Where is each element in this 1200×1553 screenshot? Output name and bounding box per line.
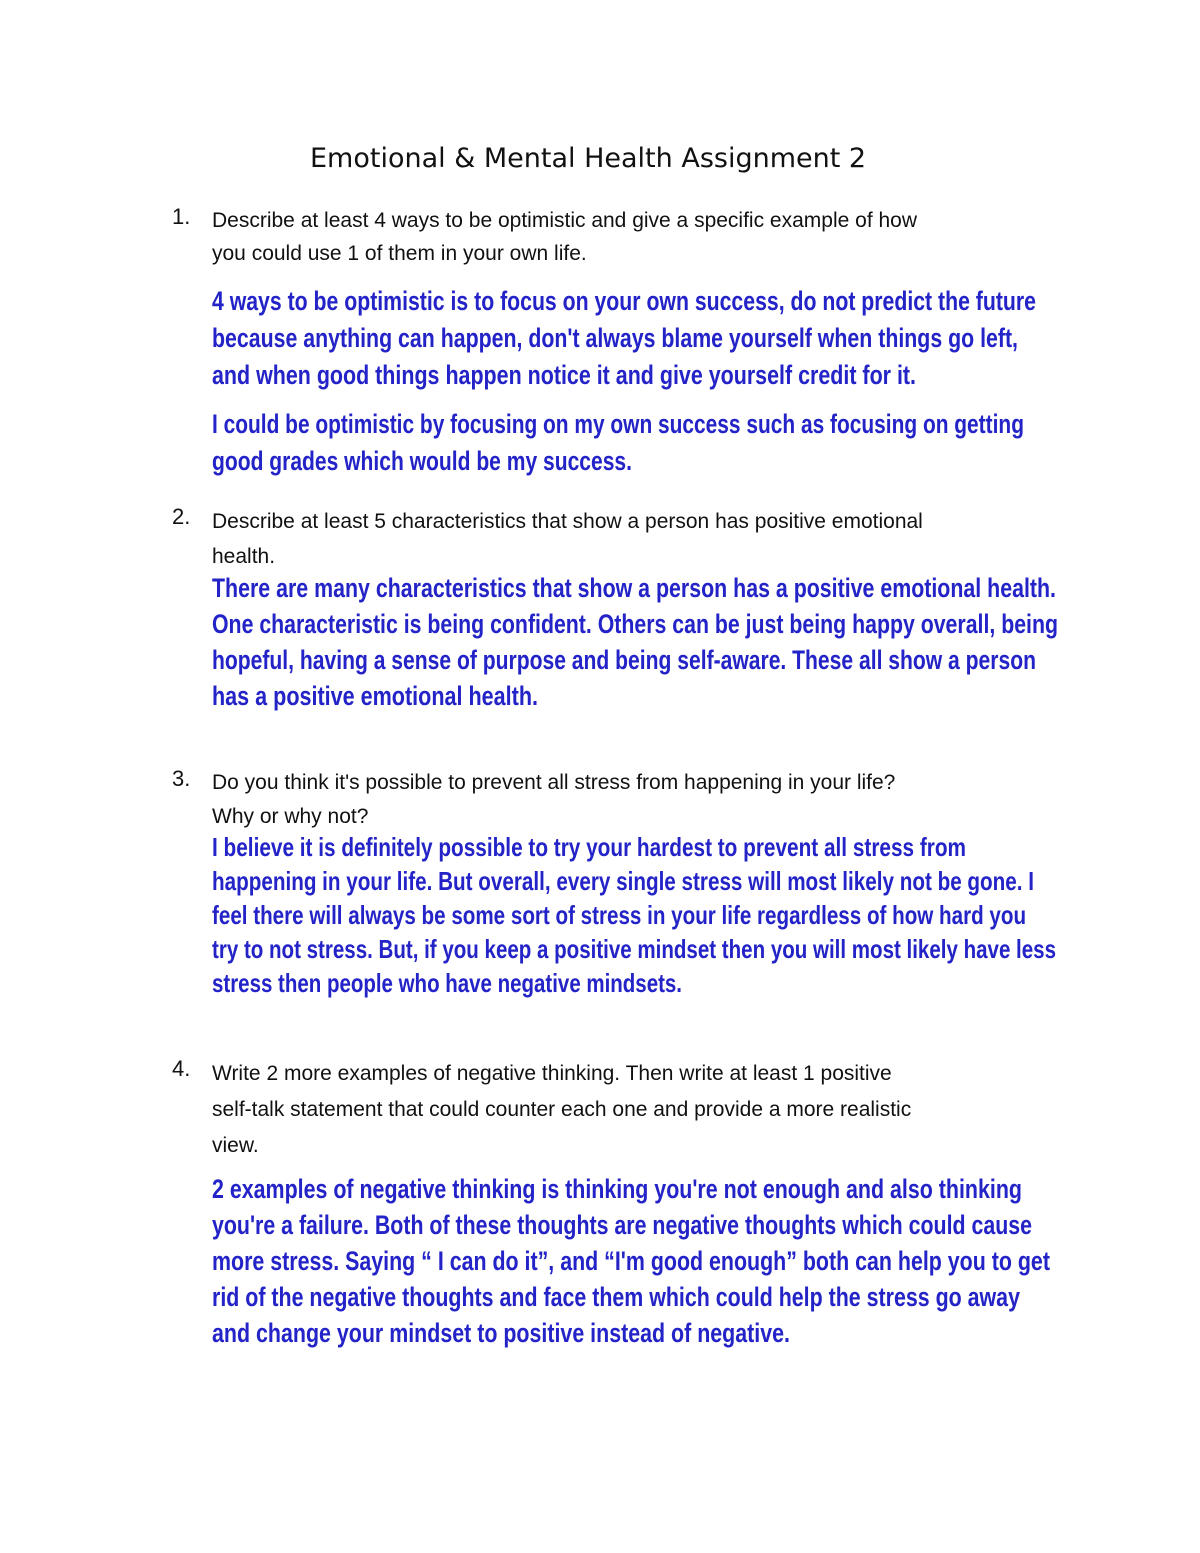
answer-line: I believe it is definitely possible to try your hardest to prevent all stress from [212, 832, 967, 862]
question-prompt [212, 766, 1072, 834]
prompt-line: Describe at least 4 ways to be optimistic and give a specific example of how [212, 209, 918, 232]
prompt-line: Describe at least 5 characteristics that show a person has positive emotional [212, 510, 923, 533]
answer-line: One characteristic is being confident. Others can be just being happy overall, being [212, 609, 1058, 639]
document-title: Emotional & Mental Health Assignment 2 [310, 143, 867, 174]
answer-line: has a positive emotional health. [212, 681, 538, 711]
answer-line: and when good things happen notice it and give yourself credit for it. [212, 360, 917, 390]
answer-line: 2 examples of negative thinking is thinking you're not enough and also thinking [212, 1174, 1022, 1204]
prompt-line: health. [212, 545, 276, 568]
answer-line: good grades which would be my success. [212, 446, 632, 476]
answer-line: and change your mindset to positive instead of negative. [212, 1318, 790, 1348]
question-number: 1. [172, 204, 191, 229]
answer-line: I could be optimistic by focusing on my own success such as focusing on getting [212, 409, 1024, 439]
answer-line: There are many characteristics that show a person has a positive emotional health. [212, 573, 1056, 603]
question-prompt [212, 1056, 1072, 1164]
answer-line: more stress. Saying “ I can do it”, and “I'm good enough” both can help you to get [212, 1246, 1050, 1276]
answer-line: 4 ways to be optimistic is to focus on your own success, do not predict the future [212, 286, 1037, 316]
prompt-line: you could use 1 of them in your own life. [212, 242, 587, 265]
answer-line: stress then people who have negative mindsets. [212, 968, 682, 998]
answer-line: because anything can happen, don't always blame yourself when things go left, [212, 323, 1018, 353]
question-prompt [212, 204, 1072, 270]
prompt-line: self-talk statement that could counter each one and provide a more realistic [212, 1098, 912, 1121]
answer-line: you're a failure. Both of these thoughts are negative thoughts which could cause [212, 1210, 1033, 1240]
answer-paragraph [212, 570, 1082, 714]
question-prompt [212, 504, 1072, 574]
answer-line: try to not stress. But, if you keep a positive mindset then you will most likely have less [212, 934, 1057, 964]
question-number: 2. [172, 504, 191, 529]
prompt-line: Write 2 more examples of negative thinking. Then write at least 1 positive [212, 1062, 892, 1085]
question-number: 4. [172, 1056, 191, 1081]
prompt-line: Why or why not? [212, 805, 369, 828]
question-number: 3. [172, 766, 191, 791]
answer-line: feel there will always be some sort of stress in your life regardless of how hard you [212, 900, 1027, 930]
answer-paragraph [212, 283, 1082, 394]
prompt-line: Do you think it's possible to prevent all stress from happening in your life? [212, 771, 896, 794]
answer-paragraph [212, 830, 1082, 1000]
answer-line: happening in your life. But overall, every single stress will most likely not be gone. I [212, 866, 1035, 896]
answer-line: hopeful, having a sense of purpose and being self-aware. These all show a person [212, 645, 1036, 675]
prompt-line: view. [212, 1134, 259, 1157]
answer-line: rid of the negative thoughts and face them which could help the stress go away [212, 1282, 1020, 1312]
answer-paragraph [212, 1171, 1082, 1351]
answer-paragraph [212, 406, 1082, 480]
